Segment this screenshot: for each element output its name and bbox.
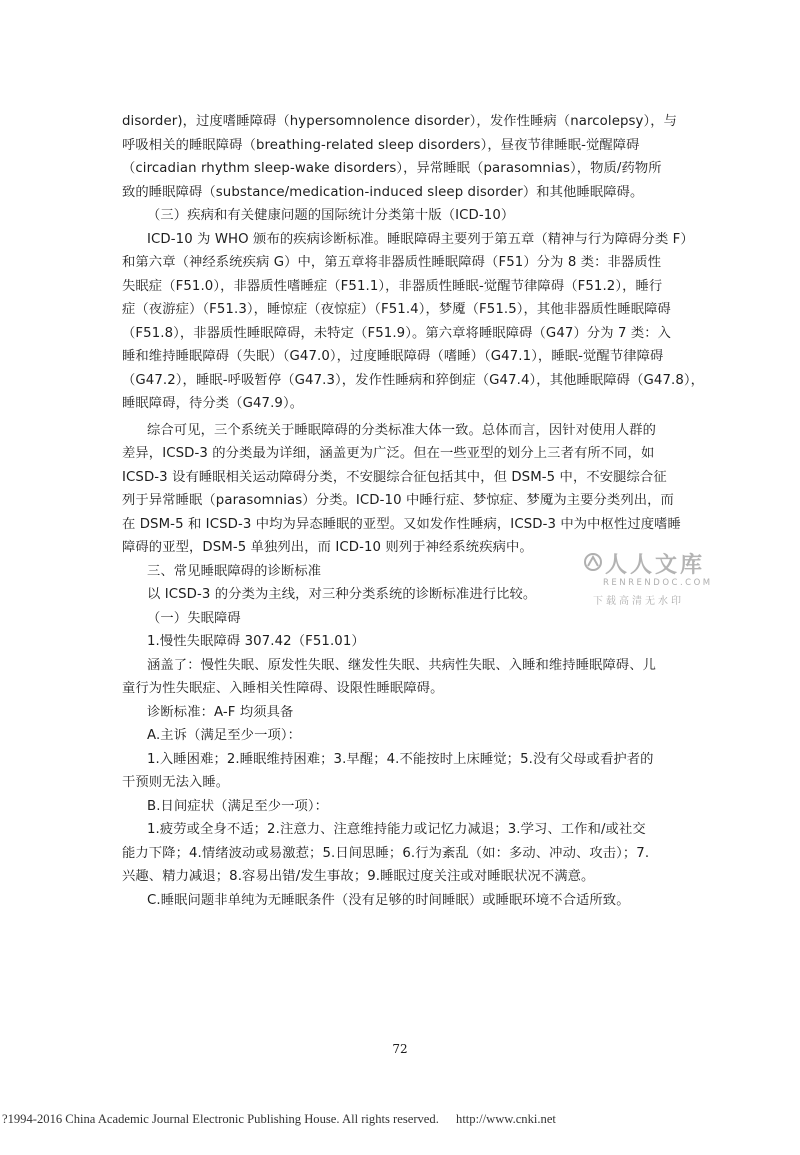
text-line: 症（夜游症）（F51.3），睡惊症（夜惊症）（F51.4），梦魇（F51.5），其他非器质性睡眠障碍 <box>122 302 671 317</box>
watermark-domain: RENRENDOC.COM <box>603 578 713 588</box>
text-line: 睡和维持睡眠障碍（失眠）（G47.0），过度睡眠障碍（嗜睡）（G47.1），睡眠-觉醒节律障碍 <box>122 349 664 364</box>
text-line: 兴趣、精力减退；8.容易出错/发生事故；9.睡眠过度关注或对睡眠状况不满意。 <box>122 869 595 884</box>
text-line: 1.疲劳或全身不适；2.注意力、注意维持能力或记忆力减退；3.学习、工作和/或社交 <box>147 822 646 837</box>
text-line: 1.入睡困难；2.睡眠维持困难；3.早醒；4.不能按时上床睡觉；5.没有父母或看护者的 <box>147 751 654 767</box>
body-text <box>122 110 705 912</box>
text-line: disorder)，过度嗜睡障碍（hypersomnolence disorder），发作性睡病（narcolepsy），与 <box>122 114 678 129</box>
text-line: 童行为性失眠症、入睡相关性障碍、设限性睡眠障碍。 <box>122 681 444 696</box>
footer-copyright: ?1994-2016 China Academic Journal Electronic Publishing House. All rights reserved. <box>2 1112 439 1126</box>
text-line: 在 DSM-5 和 ICSD-3 中均为异态睡眠的亚型。又如发作性睡病，ICSD-3 中为中枢性过度嗜睡 <box>122 516 681 532</box>
text-line: 障碍的亚型，DSM-5 单独列出，而 ICD-10 则列于神经系统疾病中。 <box>122 540 533 555</box>
text-line: 差异，ICSD-3 的分类最为详细，涵盖更为广泛。但在一些亚型的划分上三者有所不同，如 <box>122 446 655 461</box>
watermark <box>583 548 713 614</box>
text-line: ICD-10 为 WHO 颁布的疾病诊断标准。睡眠障碍主要列于第五章（精神与行为障碍分类 F） <box>147 231 694 247</box>
footer <box>2 1112 798 1127</box>
text-line: A.主诉（满足至少一项）： <box>147 728 302 743</box>
text-line: 失眠症（F51.0），非器质性嗜睡症（F51.1），非器质性睡眠-觉醒节律障碍（F51.2），睡行 <box>122 278 663 294</box>
text-line: 和第六章（神经系统疾病 G）中，第五章将非器质性睡眠障碍（F51）分为 8 类：非器质性 <box>122 255 662 270</box>
text-line: B.日间症状（满足至少一项）： <box>147 798 329 814</box>
page-number: 72 <box>392 1042 408 1056</box>
footer-url: http://www.cnki.net <box>456 1112 556 1126</box>
watermark-logo-text: 人人文库 <box>605 553 706 578</box>
text-line: 致的睡眠障碍（substance/medication-induced sleep disorder）和其他睡眠障碍。 <box>122 184 644 200</box>
section-heading: （三）疾病和有关健康问题的国际统计分类第十版（ICD-10） <box>147 208 515 223</box>
watermark-logo-icon <box>583 552 603 572</box>
text-line: 干预则无法入睡。 <box>122 775 230 790</box>
subsection-heading: （一）失眠障碍 <box>147 610 241 626</box>
text-line: 以 ICSD-3 的分类为主线，对三种分类系统的诊断标准进行比较。 <box>147 587 537 602</box>
text-line: C.睡眠问题非单纯为无睡眠条件（没有足够的时间睡眠）或睡眠环境不合适所致。 <box>147 892 630 908</box>
text-line: （F51.8），非器质性睡眠障碍，未特定（F51.9）。第六章将睡眠障碍（G47）分为 7 类：入 <box>122 325 672 341</box>
text-line: ICSD-3 设有睡眠相关运动障碍分类，不安腿综合征包括其中，但 DSM-5 中，不安腿综合征 <box>122 469 667 485</box>
text-line: 综合可见，三个系统关于睡眠障碍的分类标准大体一致。总体而言，因针对使用人群的 <box>147 422 657 438</box>
text-line: 呼吸相关的睡眠障碍（breathing-related sleep disorders），昼夜节律睡眠-觉醒障碍 <box>122 137 640 153</box>
text-line: 能力下降；4.情绪波动或易激惹；5.日间思睡；6.行为紊乱（如：多动、冲动、攻击）；7. <box>122 845 650 861</box>
text-line: 涵盖了：慢性失眠、原发性失眠、继发性失眠、共病性失眠、入睡和维持睡眠障碍、儿 <box>147 657 657 673</box>
text-line: （circadian rhythm sleep-wake disorders），异常睡眠（parasomnias），物质/药物所 <box>122 161 662 176</box>
text-line: 列于异常睡眠（parasomnias）分类。ICD-10 中睡行症、梦惊症、梦魇为主要分类列出，而 <box>122 493 674 508</box>
subsection-heading: 1.慢性失眠障碍 307.42（F51.01） <box>147 634 365 649</box>
text-line: （G47.2），睡眠-呼吸暂停（G47.3），发作性睡病和猝倒症（G47.4），其他睡眠障碍（G47.8）， <box>122 372 705 388</box>
text-line: 睡眠障碍，待分类（G47.9）。 <box>122 396 304 411</box>
watermark-tagline: 下载高清无水印 <box>593 596 684 607</box>
section-heading: 三、常见睡眠障碍的诊断标准 <box>147 563 322 579</box>
text-line: 诊断标准：A-F 均须具备 <box>147 704 294 720</box>
